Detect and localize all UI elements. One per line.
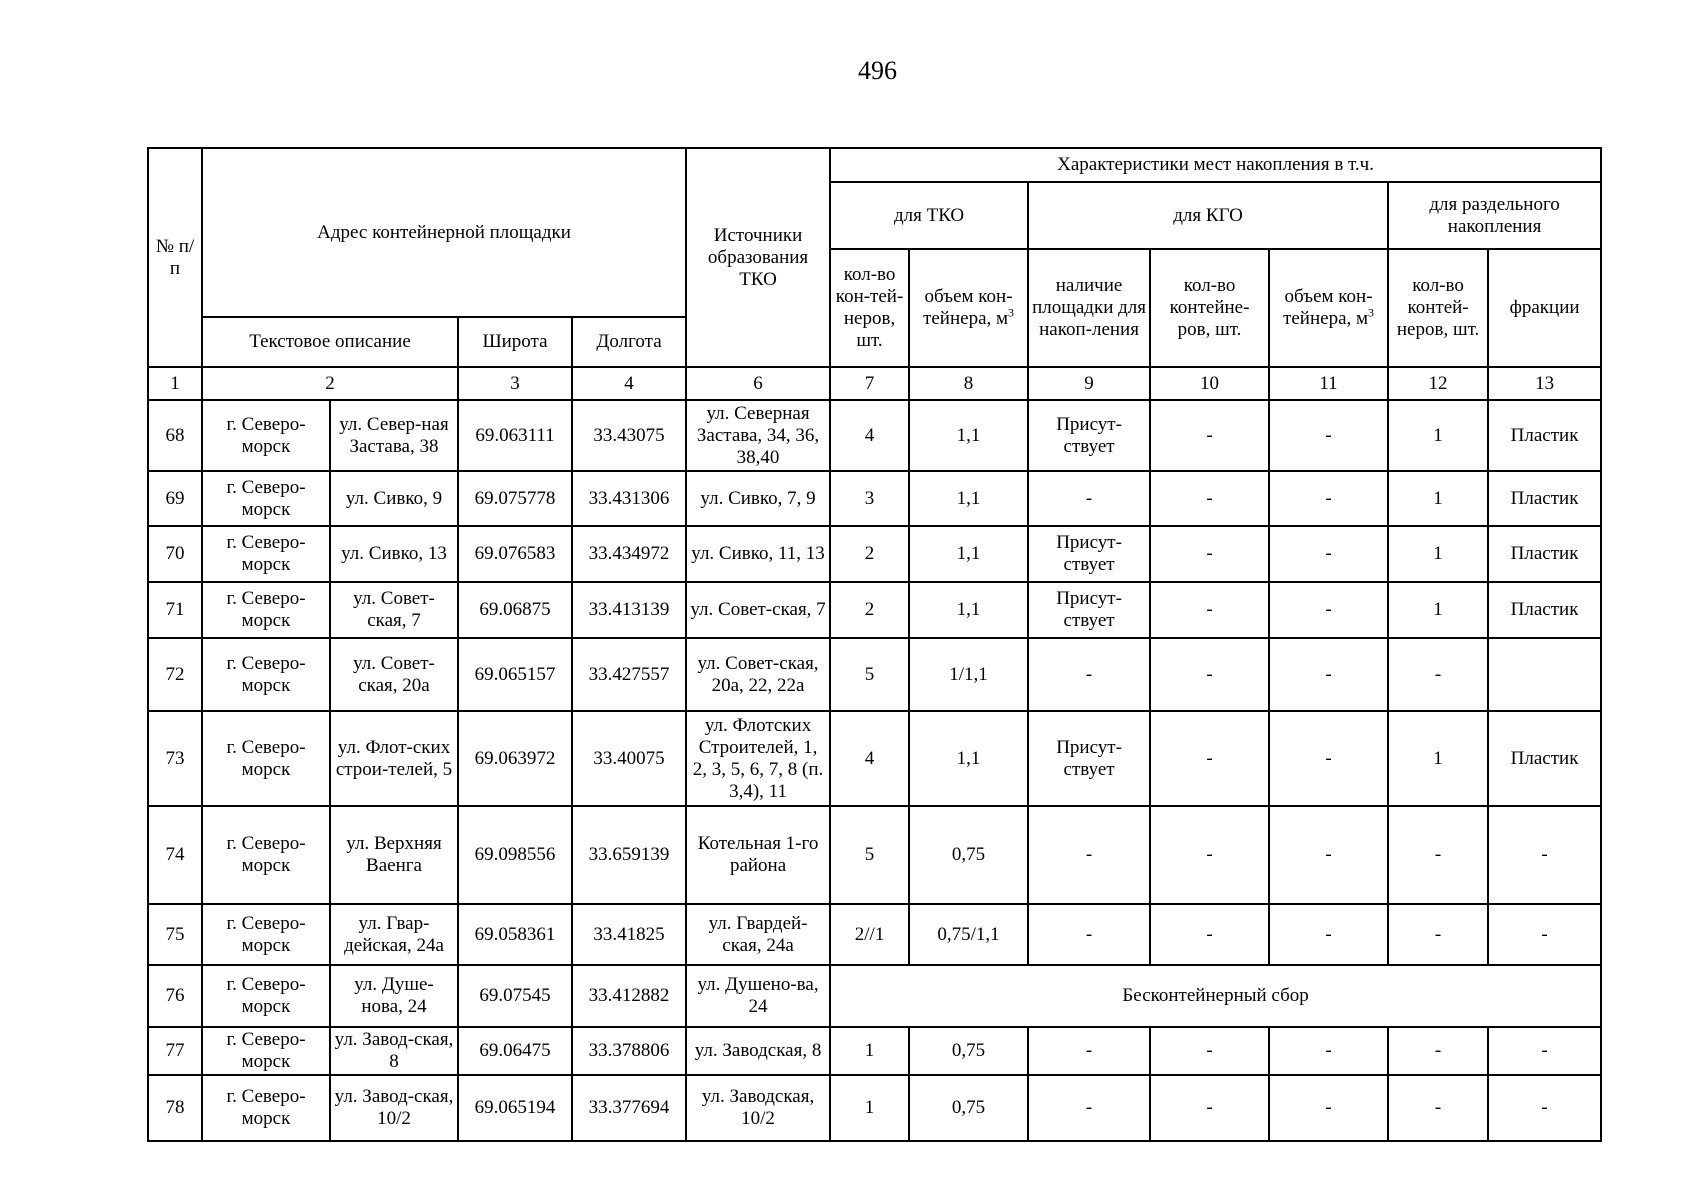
separate-fraction-cell: Пластик — [1488, 711, 1601, 806]
table-row — [148, 806, 1601, 904]
kgo-volume-cell: - — [1269, 904, 1388, 965]
latitude-cell: 69.06475 — [458, 1027, 572, 1075]
column-number: 2 — [202, 367, 458, 400]
column-number: 6 — [686, 367, 830, 400]
tko-count-cell: 3 — [830, 471, 909, 526]
separate-fraction-cell — [1488, 638, 1601, 711]
street-cell: ул. Гвар-дейская, 24а — [330, 904, 458, 965]
street-cell: ул. Сивко, 9 — [330, 471, 458, 526]
column-number: 8 — [909, 367, 1028, 400]
column-number: 10 — [1150, 367, 1269, 400]
separate-fraction-cell: Пластик — [1488, 526, 1601, 582]
kgo-volume-cell: - — [1269, 806, 1388, 904]
tko-volume-cell: 0,75/1,1 — [909, 904, 1028, 965]
street-cell: ул. Завод-ская, 8 — [330, 1027, 458, 1075]
street-cell: ул. Флот-ских строи-телей, 5 — [330, 711, 458, 806]
column-number: 11 — [1269, 367, 1388, 400]
header-kgo-presence: наличие площадки для накоп-ления — [1028, 249, 1150, 367]
header-kgo-volume-power: 3 — [1368, 305, 1375, 320]
header-address: Адрес контейнерной площадки — [202, 148, 686, 317]
city-cell: г. Северо-морск — [202, 806, 330, 904]
column-number: 1 — [148, 367, 202, 400]
kgo-volume-cell: - — [1269, 400, 1388, 471]
separate-count-cell: - — [1388, 1075, 1488, 1141]
city-cell: г. Северо-морск — [202, 400, 330, 471]
source-cell: ул. Северная Застава, 34, 36, 38,40 — [686, 400, 830, 471]
kgo-presence-cell: - — [1028, 806, 1150, 904]
latitude-cell: 69.06875 — [458, 582, 572, 638]
row-number: 70 — [148, 526, 202, 582]
kgo-volume-cell: - — [1269, 638, 1388, 711]
city-cell: г. Северо-морск — [202, 1075, 330, 1141]
tko-count-cell: 2//1 — [830, 904, 909, 965]
separate-fraction-cell: - — [1488, 806, 1601, 904]
header-row-1 — [148, 148, 1601, 182]
tko-volume-cell: 1,1 — [909, 526, 1028, 582]
kgo-count-cell: - — [1150, 1075, 1269, 1141]
kgo-count-cell: - — [1150, 904, 1269, 965]
column-number: 13 — [1488, 367, 1601, 400]
latitude-cell: 69.075778 — [458, 471, 572, 526]
tko-count-cell: 1 — [830, 1027, 909, 1075]
containerless-collection-cell: Бесконтейнерный сбор — [830, 965, 1601, 1027]
header-longitude: Долгота — [572, 317, 686, 367]
row-number: 68 — [148, 400, 202, 471]
tko-volume-cell: 0,75 — [909, 1027, 1028, 1075]
source-cell: ул. Совет-ская, 20а, 22, 22а — [686, 638, 830, 711]
longitude-cell: 33.40075 — [572, 711, 686, 806]
kgo-presence-cell: - — [1028, 904, 1150, 965]
separate-count-cell: - — [1388, 638, 1488, 711]
longitude-cell: 33.413139 — [572, 582, 686, 638]
kgo-count-cell: - — [1150, 526, 1269, 582]
separate-count-cell: 1 — [1388, 711, 1488, 806]
table-row — [148, 400, 1601, 471]
separate-fraction-cell: Пластик — [1488, 471, 1601, 526]
kgo-presence-cell: Присут-ствует — [1028, 711, 1150, 806]
table-body — [148, 148, 1601, 1141]
column-number: 4 — [572, 367, 686, 400]
tko-volume-cell: 0,75 — [909, 806, 1028, 904]
row-number: 69 — [148, 471, 202, 526]
kgo-count-cell: - — [1150, 582, 1269, 638]
street-cell: ул. Завод-ская, 10/2 — [330, 1075, 458, 1141]
page-number: 496 — [858, 56, 897, 85]
longitude-cell: 33.434972 — [572, 526, 686, 582]
kgo-count-cell: - — [1150, 1027, 1269, 1075]
longitude-cell: 33.412882 — [572, 965, 686, 1027]
table-row — [148, 582, 1601, 638]
latitude-cell: 69.065194 — [458, 1075, 572, 1141]
tko-volume-cell: 1,1 — [909, 711, 1028, 806]
tko-volume-cell: 1,1 — [909, 471, 1028, 526]
street-cell: ул. Север-ная Застава, 38 — [330, 400, 458, 471]
source-cell: ул. Заводская, 8 — [686, 1027, 830, 1075]
latitude-cell: 69.098556 — [458, 806, 572, 904]
table-row — [148, 904, 1601, 965]
separate-count-cell: 1 — [1388, 471, 1488, 526]
separate-count-cell: 1 — [1388, 400, 1488, 471]
header-text-description: Текстовое описание — [202, 317, 458, 367]
header-kgo-volume-text: объем кон-тейнера, м — [1283, 286, 1373, 329]
row-number: 77 — [148, 1027, 202, 1075]
row-number: 73 — [148, 711, 202, 806]
city-cell: г. Северо-морск — [202, 965, 330, 1027]
kgo-presence-cell: - — [1028, 471, 1150, 526]
city-cell: г. Северо-морск — [202, 1027, 330, 1075]
tko-count-cell: 4 — [830, 711, 909, 806]
longitude-cell: 33.377694 — [572, 1075, 686, 1141]
source-cell: ул. Флотских Строителей, 1, 2, 3, 5, 6, 7, 8 (п. 3,4), 11 — [686, 711, 830, 806]
kgo-presence-cell: - — [1028, 1027, 1150, 1075]
kgo-presence-cell: - — [1028, 638, 1150, 711]
tko-count-cell: 2 — [830, 582, 909, 638]
table-row — [148, 965, 1601, 1027]
source-cell: ул. Гвардей-ская, 24а — [686, 904, 830, 965]
tko-count-cell: 5 — [830, 638, 909, 711]
tko-count-cell: 1 — [830, 1075, 909, 1141]
column-number: 3 — [458, 367, 572, 400]
city-cell: г. Северо-морск — [202, 582, 330, 638]
latitude-cell: 69.063111 — [458, 400, 572, 471]
header-tko-count: кол-во кон-тей-неров, шт. — [830, 249, 909, 367]
source-cell: ул. Душено-ва, 24 — [686, 965, 830, 1027]
header-tko-volume-text: объем кон-тейнера, м — [923, 286, 1013, 329]
separate-fraction-cell: Пластик — [1488, 400, 1601, 471]
kgo-count-cell: - — [1150, 806, 1269, 904]
street-cell: ул. Верхняя Ваенга — [330, 806, 458, 904]
latitude-cell: 69.058361 — [458, 904, 572, 965]
row-number: 75 — [148, 904, 202, 965]
header-tko-volume-power: 3 — [1008, 305, 1015, 320]
separate-count-cell: - — [1388, 904, 1488, 965]
street-cell: ул. Совет-ская, 7 — [330, 582, 458, 638]
header-sep-fractions: фракции — [1488, 249, 1601, 367]
street-cell: ул. Сивко, 13 — [330, 526, 458, 582]
latitude-cell: 69.065157 — [458, 638, 572, 711]
source-cell: ул. Сивко, 11, 13 — [686, 526, 830, 582]
kgo-volume-cell: - — [1269, 526, 1388, 582]
kgo-volume-cell: - — [1269, 582, 1388, 638]
separate-count-cell: - — [1388, 806, 1488, 904]
table-row — [148, 1027, 1601, 1075]
kgo-count-cell: - — [1150, 711, 1269, 806]
separate-fraction-cell: - — [1488, 904, 1601, 965]
header-tko: для ТКО — [830, 182, 1028, 249]
separate-fraction-cell: Пластик — [1488, 582, 1601, 638]
source-cell: ул. Сивко, 7, 9 — [686, 471, 830, 526]
header-num: № п/п — [148, 148, 202, 367]
kgo-count-cell: - — [1150, 471, 1269, 526]
header-sep-count: кол-во контей-неров, шт. — [1388, 249, 1488, 367]
tko-count-cell: 5 — [830, 806, 909, 904]
street-cell: ул. Совет-ская, 20а — [330, 638, 458, 711]
kgo-volume-cell: - — [1269, 711, 1388, 806]
separate-count-cell: 1 — [1388, 582, 1488, 638]
table-row — [148, 526, 1601, 582]
column-number-row — [148, 367, 1601, 400]
kgo-presence-cell: Присут-ствует — [1028, 526, 1150, 582]
table-row — [148, 711, 1601, 806]
city-cell: г. Северо-морск — [202, 638, 330, 711]
tko-volume-cell: 0,75 — [909, 1075, 1028, 1141]
kgo-volume-cell: - — [1269, 1075, 1388, 1141]
source-cell: ул. Совет-ская, 7 — [686, 582, 830, 638]
table-row — [148, 471, 1601, 526]
header-kgo-volume — [1269, 249, 1388, 367]
kgo-count-cell: - — [1150, 638, 1269, 711]
longitude-cell: 33.427557 — [572, 638, 686, 711]
kgo-volume-cell: - — [1269, 1027, 1388, 1075]
container-sites-table — [147, 147, 1602, 1142]
latitude-cell: 69.07545 — [458, 965, 572, 1027]
header-tko-volume — [909, 249, 1028, 367]
separate-count-cell: 1 — [1388, 526, 1488, 582]
column-number: 7 — [830, 367, 909, 400]
kgo-presence-cell: Присут-ствует — [1028, 400, 1150, 471]
row-number: 76 — [148, 965, 202, 1027]
separate-fraction-cell: - — [1488, 1027, 1601, 1075]
kgo-presence-cell: - — [1028, 1075, 1150, 1141]
separate-count-cell: - — [1388, 1027, 1488, 1075]
header-source: Источники образования ТКО — [686, 148, 830, 367]
longitude-cell: 33.43075 — [572, 400, 686, 471]
longitude-cell: 33.378806 — [572, 1027, 686, 1075]
kgo-presence-cell: Присут-ствует — [1028, 582, 1150, 638]
row-number: 74 — [148, 806, 202, 904]
header-latitude: Широта — [458, 317, 572, 367]
tko-count-cell: 4 — [830, 400, 909, 471]
city-cell: г. Северо-морск — [202, 526, 330, 582]
street-cell: ул. Душе-нова, 24 — [330, 965, 458, 1027]
tko-volume-cell: 1/1,1 — [909, 638, 1028, 711]
longitude-cell: 33.431306 — [572, 471, 686, 526]
city-cell: г. Северо-морск — [202, 711, 330, 806]
row-number: 71 — [148, 582, 202, 638]
longitude-cell: 33.659139 — [572, 806, 686, 904]
tko-volume-cell: 1,1 — [909, 400, 1028, 471]
tko-count-cell: 2 — [830, 526, 909, 582]
row-number: 78 — [148, 1075, 202, 1141]
header-kgo: для КГО — [1028, 182, 1388, 249]
tko-volume-cell: 1,1 — [909, 582, 1028, 638]
column-number: 9 — [1028, 367, 1150, 400]
separate-fraction-cell: - — [1488, 1075, 1601, 1141]
longitude-cell: 33.41825 — [572, 904, 686, 965]
source-cell: ул. Заводская, 10/2 — [686, 1075, 830, 1141]
row-number: 72 — [148, 638, 202, 711]
source-cell: Котельная 1-го района — [686, 806, 830, 904]
kgo-count-cell: - — [1150, 400, 1269, 471]
header-kgo-count: кол-во контейне-ров, шт. — [1150, 249, 1269, 367]
city-cell: г. Северо-морск — [202, 904, 330, 965]
kgo-volume-cell: - — [1269, 471, 1388, 526]
header-separate: для раздельного накопления — [1388, 182, 1601, 249]
table-row — [148, 1075, 1601, 1141]
latitude-cell: 69.076583 — [458, 526, 572, 582]
header-characteristics: Характеристики мест накопления в т.ч. — [830, 148, 1601, 182]
latitude-cell: 69.063972 — [458, 711, 572, 806]
city-cell: г. Северо-морск — [202, 471, 330, 526]
table-row — [148, 638, 1601, 711]
column-number: 12 — [1388, 367, 1488, 400]
